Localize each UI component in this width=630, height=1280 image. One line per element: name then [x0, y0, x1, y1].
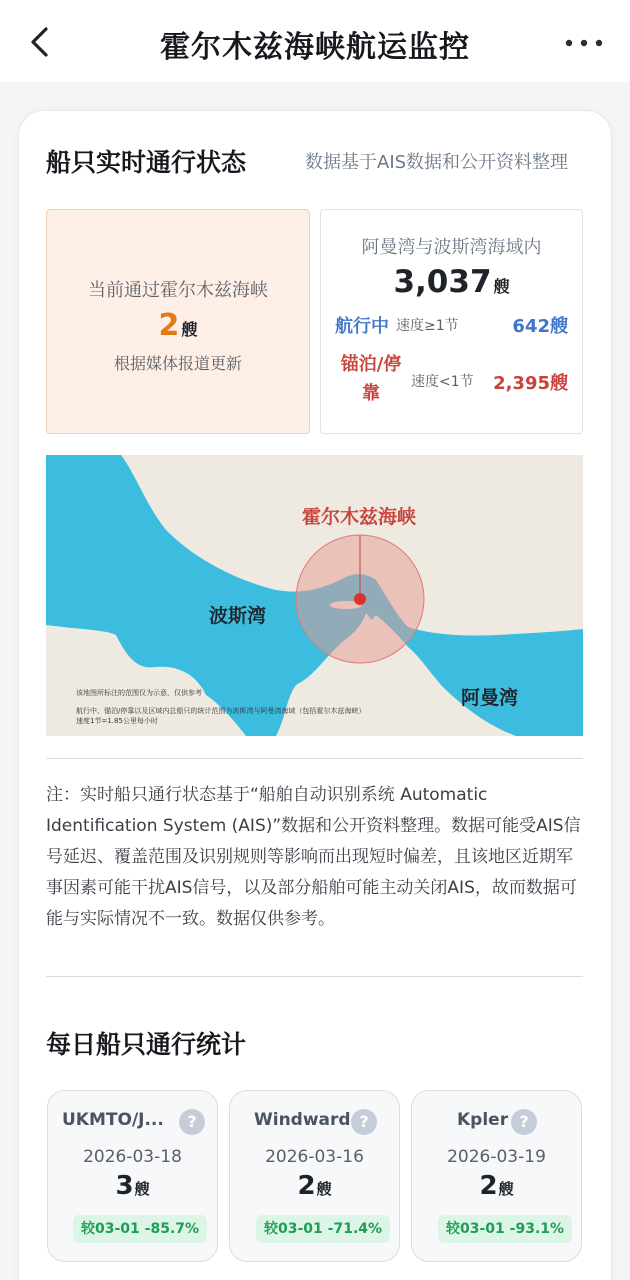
map-note: 该地图所标注的范围仅为示意，仅供参考: [76, 689, 202, 697]
strait-map: [46, 455, 583, 736]
moving-label: 航行中: [335, 316, 389, 337]
stat-card-kpler[interactable]: [411, 1090, 582, 1262]
moving-value: 642艘: [512, 316, 568, 337]
stat-value: 3艘: [115, 1171, 150, 1201]
status-section-subtitle: 数据基于AIS数据和公开资料整理: [305, 152, 569, 173]
map-note: 速度1节=1.85公里每小时: [76, 717, 158, 725]
stat-card-windward[interactable]: [229, 1090, 400, 1262]
page-title: 霍尔木兹海峡航运监控: [160, 30, 470, 65]
more-dots-icon[interactable]: [564, 38, 604, 48]
map-persian-gulf-label: 波斯湾: [209, 605, 267, 627]
stat-value: 2艘: [479, 1171, 514, 1201]
current-transit-value: 2 艘: [158, 308, 198, 343]
divider: [46, 758, 583, 759]
anchored-value: 2,395艘: [493, 373, 568, 394]
anchored-condition: 速度<1节: [411, 374, 474, 390]
help-icon[interactable]: ?: [351, 1109, 377, 1135]
stat-value: 2艘: [297, 1171, 332, 1201]
divider: [46, 976, 583, 977]
current-transit-label: 当前通过霍尔木兹海峡: [88, 280, 268, 301]
status-section-title: 船只实时通行状态: [46, 148, 247, 177]
help-icon[interactable]: ?: [179, 1109, 205, 1135]
stat-date: 2026-03-19: [447, 1147, 546, 1167]
map-gulf-of-oman-label: 阿曼湾: [461, 687, 519, 709]
daily-section-title: 每日船只通行统计: [46, 1030, 247, 1059]
stat-source: Windward: [254, 1110, 351, 1130]
current-transit-box: [46, 209, 310, 434]
current-transit-note: 根据媒体报道更新: [113, 354, 242, 373]
help-icon[interactable]: ?: [511, 1109, 537, 1135]
region-label: 阿曼湾与波斯湾海域内: [361, 237, 542, 258]
map-strait-label: 霍尔木兹海峡: [302, 506, 417, 528]
top-bar: [0, 0, 630, 82]
anchored-label: 锚泊/停靠: [340, 354, 402, 404]
region-vessels-box: [320, 209, 583, 434]
region-total: 3,037 艘: [393, 264, 510, 300]
stat-date: 2026-03-16: [265, 1147, 364, 1167]
stat-date: 2026-03-18: [83, 1147, 182, 1167]
map-note: 航行中、锚泊/停靠以及区域内总船只的统计范围为波斯湾与阿曼湾海域（包括霍尔木兹海峡）: [76, 707, 366, 715]
stat-change-badge: 较03-01 -93.1%: [438, 1215, 572, 1243]
stat-source: UKMTO/J...: [62, 1110, 164, 1130]
disclaimer-text: 注：实时船只通行状态基于“船舶自动识别系统 Automatic Identification System (AIS)”数据和公开资料整理。数据可能受AIS信号延迟、覆盖范围及识别规则等影响而出现短时偏差，且该地区近期军事因素可能干扰AIS信号，以及部分船舶可能主动关闭AIS，故而数据可能与实际情况不一致。数据仅供参考。: [46, 785, 581, 929]
stat-card-ukmto[interactable]: [47, 1090, 218, 1262]
stat-source: Kpler: [457, 1110, 509, 1130]
stat-change-badge: 较03-01 -71.4%: [256, 1215, 390, 1243]
stat-change-badge: 较03-01 -85.7%: [73, 1215, 207, 1243]
moving-condition: 速度≥1节: [396, 318, 459, 334]
